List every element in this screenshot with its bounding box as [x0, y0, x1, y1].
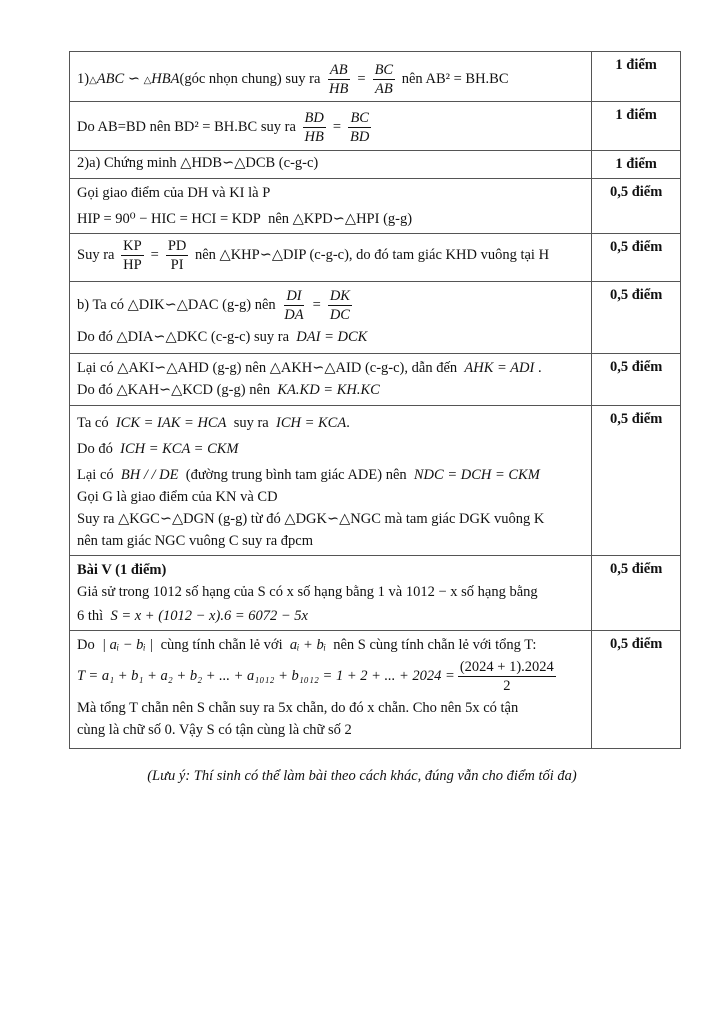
table-row	[70, 234, 681, 282]
solution-cell: Do AB=BD nên BD² = BH.BC suy ra $\frac{BD}{HB}$ = $\frac{BC}{BD}$	[70, 102, 592, 151]
solution-cell: Suy ra $\frac{KP}{HP}$ = $\frac{PD}{PI}$ nên △KHP∽△DIP (c-g-c), do đó tam giác KHD vuông tại H	[70, 234, 592, 282]
table-row	[70, 282, 681, 354]
table-row	[70, 406, 681, 556]
points-cell: 0,5 điểm	[592, 631, 681, 749]
table-row	[70, 52, 681, 102]
solution-cell: Ta có ICK = IAK = HCA suy ra ICH = KCA. Do đó ICH = KCA = CKM Lại có BH / / DE (đường trung bình tam giác ADE) nên NDC = DCH = CKM Gọi G là giao điểm của KN và CD Suy ra △KGC∽△DGN (g-g) từ đó △DGK∽△NGC mà tam giác DGK vuông K nên tam giác NGC vuông C suy ra đpcm	[70, 406, 592, 556]
solution-cell: Lại có △AKI∽△AHD (g-g) nên △AKH∽△AID (c-g-c), dẫn đến AHK = ADI . Do đó △KAH∽△KCD (g-g) nên KA.KD = KH.KC	[70, 354, 592, 406]
fraction: $\frac{AB}{HB}$	[329, 62, 349, 97]
points-cell: 0,5 điểm	[592, 354, 681, 406]
solution-cell: b) Ta có △DIK∽△DAC (g-g) nên $\frac{DI}{DA}$ = $\frac{DK}{DC}$ Do đó △DIA∽△DKC (c-g-c) suy ra DAI = DCK	[70, 282, 592, 354]
fraction: $\frac{PD}{PI}$	[167, 238, 187, 273]
points-cell: 0,5 điểm	[592, 406, 681, 556]
points-cell: 0,5 điểm	[592, 179, 681, 234]
table-row	[70, 631, 681, 749]
fraction: $\frac{KP}{HP}$	[123, 238, 142, 273]
solution-cell: Bài V (1 điểm) Giả sử trong 1012 số hạng của S có x số hạng bằng 1 và 1012 − x số hạng bằng 6 thì S = x + (1012 − x).6 = 6072 − 5x	[70, 556, 592, 631]
solution-cell: Do | aᵢ − bᵢ | cùng tính chẵn lẻ với aᵢ + bᵢ nên S cùng tính chẵn lẻ với tổng T: T = a₁ + b₁ + a₂ + b₂ + ... + a₁₀₁₂ + b₁₀₁₂ = 1 + 2 + ... + 2024 = $\frac{(2024 + 1).2024}{2}$ Mà tổng T chẵn nên S chẵn suy ra 5x chẵn, do đó x chẵn. Cho nên 5x có tận cùng là chữ số 0. Vậy S có tận cùng là chữ số 2	[70, 631, 592, 749]
points-cell: 0,5 điểm	[592, 556, 681, 631]
table-row	[70, 151, 681, 179]
footnote: (Lưu ý: Thí sinh có thể làm bài theo cách khác, đúng vẫn cho điểm tối đa)	[147, 768, 577, 784]
fraction: $\frac{BD}{HB}$	[304, 110, 324, 145]
table-row	[70, 556, 681, 631]
fraction: $\frac{(2024 + 1).2024}{2}$	[459, 659, 554, 694]
points-cell: 1 điểm	[592, 52, 681, 102]
solution-cell: 1)△ABC ∽ △HBA(góc nhọn chung) suy ra $\frac{AB}{HB}$ = $\frac{BC}{AB}$ nên AB² = BH.BC	[70, 52, 592, 102]
fraction: $\frac{DK}{DC}$	[329, 288, 350, 323]
fraction: $\frac{BC}{AB}$	[374, 62, 394, 97]
points-cell: 1 điểm	[592, 102, 681, 151]
points-cell: 0,5 điểm	[592, 234, 681, 282]
solution-cell: 2)a) Chứng minh △HDB∽△DCB (c-g-c)	[70, 151, 592, 179]
grading-table	[69, 51, 681, 749]
table-row	[70, 102, 681, 151]
solution-cell: Gọi giao điểm của DH và KI là P HIP = 90⁰ − HIC = HCI = KDP nên △KPD∽△HPI (g-g)	[70, 179, 592, 234]
fraction: $\frac{DI}{DA}$	[284, 288, 304, 323]
points-cell: 1 điểm	[592, 151, 681, 179]
table-row	[70, 179, 681, 234]
fraction: $\frac{BC}{BD}$	[350, 110, 370, 145]
table-row	[70, 354, 681, 406]
points-cell: 0,5 điểm	[592, 282, 681, 354]
